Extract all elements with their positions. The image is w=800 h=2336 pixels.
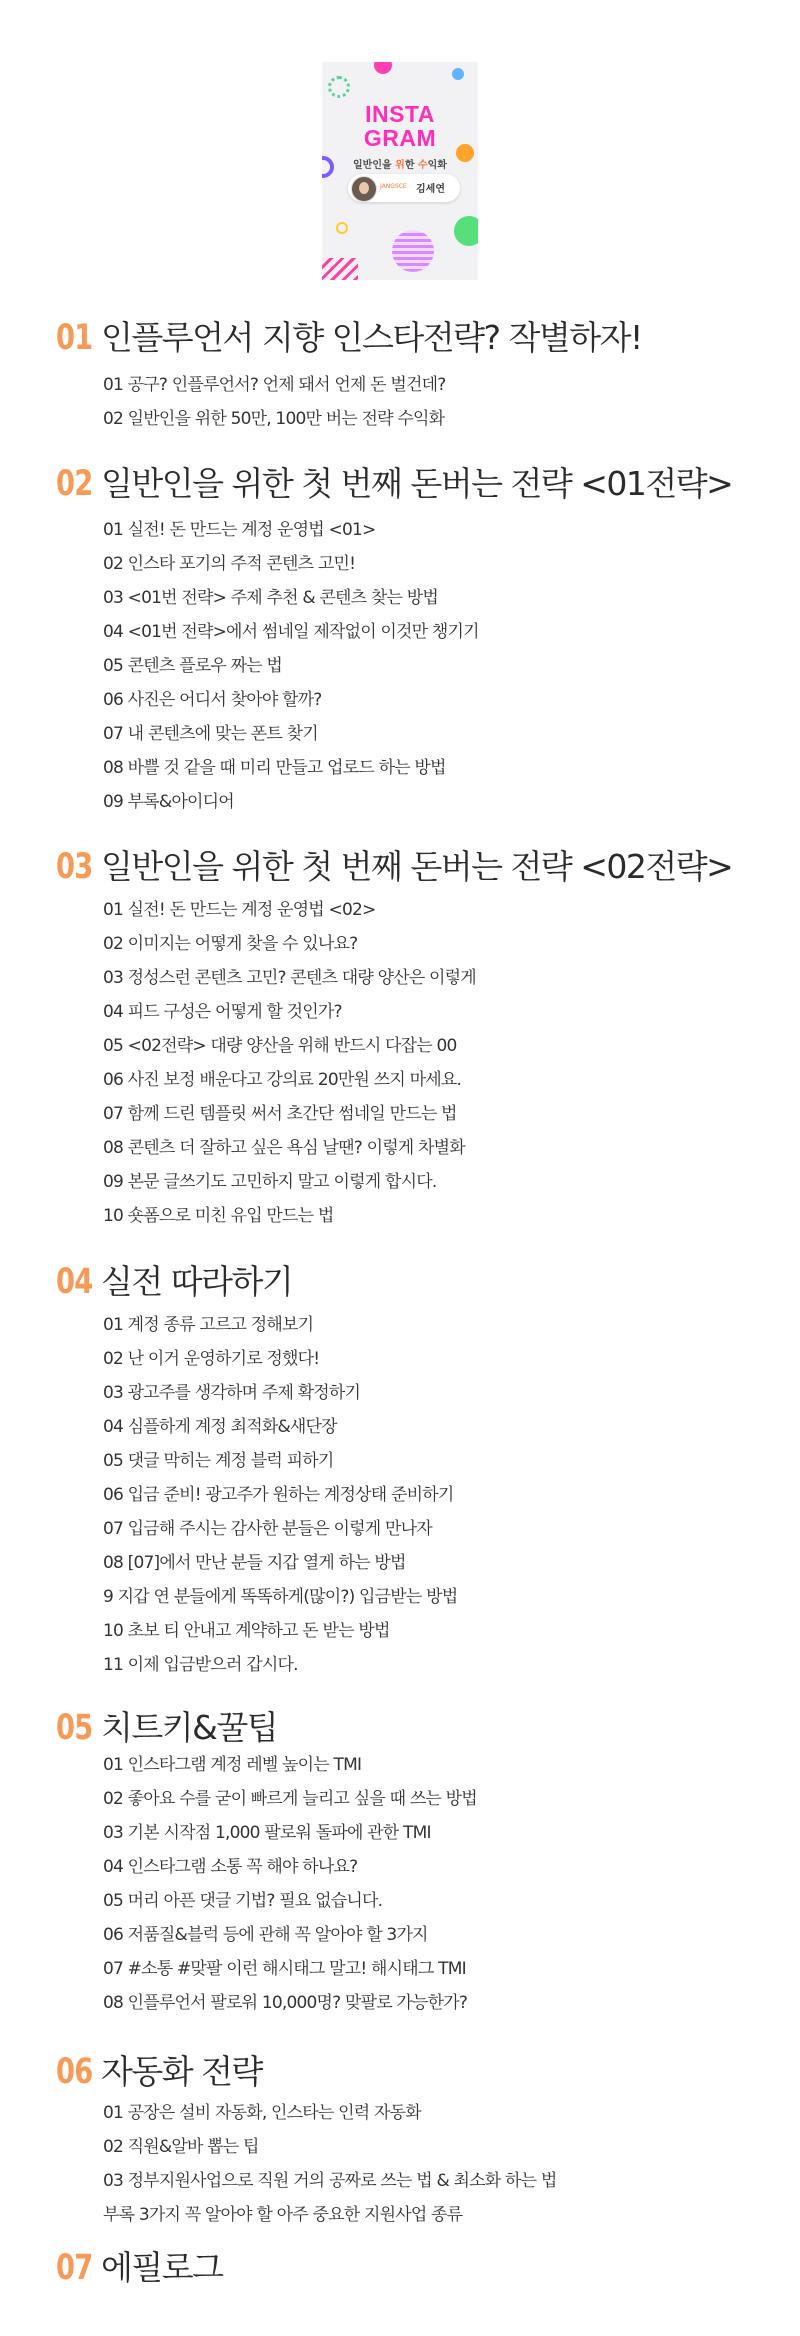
toc-item: 01 계정 종류 고르고 정해보기 [103,1315,314,1335]
toc-section-2 [56,464,776,819]
section-number: 05 [56,1708,93,1748]
toc-item: 01 인스타그램 계정 레벨 높이는 TMI [103,1755,362,1775]
toc-item: 07 함께 드린 템플릿 써서 초간단 썸네일 만드는 법 [103,1104,457,1124]
decor-yellow-ring [336,222,348,234]
decor-blue-circle [452,68,464,80]
toc-section-6 [56,2052,776,2232]
toc-item: 06 사진 보정 배운다고 강의료 20만원 쓰지 마세요. [103,1070,462,1090]
section-title: 일반인을 위한 첫 번째 돈버는 전략 <01전략> [101,464,733,503]
toc-item: 04 심플하게 계정 최적화&새단장 [103,1417,337,1437]
toc-item: 01 실전! 돈 만드는 계정 운영법 <01> [103,520,376,540]
toc-item: 02 직원&알바 뽑는 팁 [103,2137,259,2157]
toc-item: 03 정부지원사업으로 직원 거의 공짜로 쓰는 법 & 최소화 하는 법 [103,2171,557,2191]
toc-item: 06 사진은 어디서 찾아야 할까? [103,690,322,710]
toc-item: 05 콘텐츠 플로우 짜는 법 [103,656,283,676]
toc-item: 02 이미지는 어떻게 찾을 수 있나요? [103,934,358,954]
toc-section-5 [56,1708,776,2020]
toc-section-4 [56,1262,776,1682]
author-name: 김세연 [416,184,445,195]
toc-item: 04 피드 구성은 어떻게 할 것인가? [103,1002,342,1022]
section-title: 에필로그 [101,2248,223,2287]
toc-item: 02 난 이거 운영하기로 정했다! [103,1349,320,1369]
toc-item: 03 광고주를 생각하며 주제 확정하기 [103,1383,361,1403]
section-number: 02 [56,464,93,504]
section-number: 03 [56,847,93,887]
toc-item: 01 공구? 인플루언서? 언제 돼서 언제 돈 벌건데? [103,375,446,395]
section-title: 치트키&꿀팁 [101,1708,278,1747]
section-number: 04 [56,1262,93,1302]
author-badge [348,174,460,202]
decor-stripes [322,258,358,280]
toc-item: 02 좋아요 수를 굳이 빠르게 늘리고 싶을 때 쓰는 방법 [103,1789,477,1809]
toc-section-7 [56,2248,776,2288]
toc-item: 08 콘텐츠 더 잘하고 싶은 욕심 날땐? 이렇게 차별화 [103,1138,465,1158]
toc-item: 08 인플루언서 팔로워 10,000명? 맞팔로 가능한가? [103,1993,468,2013]
toc-item: 04 인스타그램 소통 꼭 해야 하나요? [103,1857,358,1877]
section-title: 인플루언서 지향 인스타전략? 작별하자! [101,318,642,357]
toc-item: 02 일반인을 위한 50만, 100만 버는 전략 수익화 [103,409,445,429]
toc-item: 08 바쁠 것 같을 때 미리 만들고 업로드 하는 방법 [103,758,446,778]
decor-striped-circle [392,230,434,272]
toc-item: 10 초보 티 안내고 계약하고 돈 받는 방법 [103,1621,390,1641]
section-number: 07 [56,2248,93,2288]
decor-dots-circle [328,76,350,98]
toc-item: 05 댓글 막히는 계정 블럭 피하기 [103,1451,334,1471]
toc-item: 05 머리 아픈 댓글 기법? 필요 없습니다. [103,1891,383,1911]
toc-item: 06 입금 준비! 광고주가 원하는 계정상태 준비하기 [103,1485,454,1505]
toc-item: 06 저품질&블럭 등에 관해 꼭 알아야 할 3가지 [103,1925,428,1945]
toc-item: 부록 3가지 꼭 알아야 할 아주 중요한 지원사업 종류 [103,2205,463,2225]
section-title: 일반인을 위한 첫 번째 돈버는 전략 <02전략> [101,847,733,886]
toc-item: 09 부록&아이디어 [103,792,234,812]
toc-item: 03 정성스런 콘텐츠 고민? 콘텐츠 대량 양산은 이렇게 [103,968,476,988]
toc-item: 09 본문 글쓰기도 고민하지 말고 이렇게 합시다. [103,1172,437,1192]
toc-item: 05 <02전략> 대량 양산을 위해 반드시 다잡는 00 [103,1036,457,1056]
section-title: 자동화 전략 [101,2052,262,2091]
toc-item: 9 지갑 연 분들에게 똑똑하게(많이?) 입금받는 방법 [103,1587,458,1607]
section-title: 실전 따라하기 [101,1262,293,1301]
toc-item: 03 <01번 전략> 주제 추천 & 콘텐츠 찾는 방법 [103,588,438,608]
cover-title-line2: GRAM [363,125,437,151]
toc-item: 07 #소통 #맞팔 이런 해시태그 말고! 해시태그 TMI [103,1959,466,1979]
book-cover [322,62,478,280]
toc-item: 11 이제 입금받으러 갑시다. [103,1655,298,1675]
decor-pink-circle [374,62,392,74]
cover-subtitle: 일반인을 위한 수익화 [353,160,447,171]
toc-item: 04 <01번 전략>에서 썸네일 제작없이 이것만 챙기기 [103,622,479,642]
toc-item: 07 입금해 주시는 감사한 분들은 이렇게 만나자 [103,1519,432,1539]
toc-item: 03 기본 시작점 1,000 팔로워 돌파에 관한 TMI [103,1823,431,1843]
decor-green-circle [454,216,478,246]
toc-item: 10 숏폼으로 미친 유입 만드는 법 [103,1206,334,1226]
toc-item: 01 공장은 설비 자동화, 인스타는 인력 자동화 [103,2103,421,2123]
author-avatar [351,176,377,202]
toc-item: 02 인스타 포기의 주적 콘텐츠 고민! [103,554,356,574]
toc-section-1 [56,318,776,436]
section-number: 06 [56,2052,93,2092]
toc-item: 01 실전! 돈 만드는 계정 운영법 <02> [103,900,376,920]
cover-title-line1: INSTA [365,101,435,127]
section-number: 01 [56,318,93,358]
toc-item: 08 [07]에서 만난 분들 지갑 열게 하는 방법 [103,1553,406,1573]
author-handle: JANGSCE [380,183,407,190]
toc-item: 07 내 콘텐츠에 맞는 폰트 찾기 [103,724,318,744]
toc-section-3 [56,847,776,1233]
